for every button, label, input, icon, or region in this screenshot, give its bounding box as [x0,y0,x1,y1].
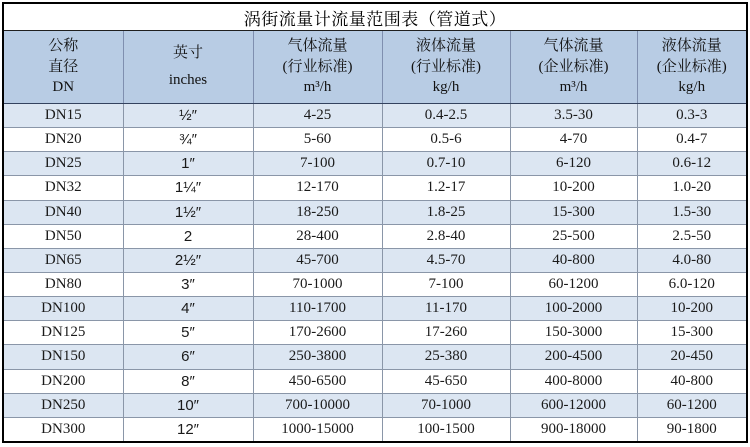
flow-range-table-frame [2,2,748,443]
dn-cell: DN32 [4,176,123,200]
dn-cell: DN250 [4,393,123,417]
gas-industry-cell: 170-2600 [253,321,382,345]
gas-enterprise-cell: 6-120 [510,152,637,176]
inches-cell: 12″ [123,417,253,441]
dn-cell: DN200 [4,369,123,393]
gas-enterprise-cell: 4-70 [510,128,637,152]
inches-cell: 3″ [123,272,253,296]
inches-cell: 10″ [123,393,253,417]
column-header-liquid-flow-enterprise [637,31,746,104]
header-line: 气体流量 [543,37,604,54]
gas-enterprise-cell: 25-500 [510,224,637,248]
dn-cell: DN80 [4,272,123,296]
liquid-enterprise-cell: 60-1200 [637,393,746,417]
table-row [4,417,746,441]
liquid-industry-cell: 2.8-40 [382,224,510,248]
gas-enterprise-cell: 150-3000 [510,321,637,345]
column-header-gas-flow-enterprise [510,31,637,104]
gas-industry-cell: 4-25 [253,104,382,128]
header-line: kg/h [678,79,706,96]
inches-cell: 1½″ [123,200,253,224]
flow-range-table [4,31,746,441]
table-row [4,104,746,128]
header-line: m³/h [559,79,588,96]
table-row [4,224,746,248]
dn-cell: DN300 [4,417,123,441]
liquid-industry-cell: 0.7-10 [382,152,510,176]
header-line: DN [52,79,75,96]
liquid-industry-cell: 100-1500 [382,417,510,441]
inches-cell: 1¼″ [123,176,253,200]
header-line: 液体流量 [415,37,476,54]
inches-cell: 1″ [123,152,253,176]
header-line: 液体流量 [661,37,722,54]
header-line: (行业标准) [411,58,481,75]
table-body [4,104,746,442]
dn-cell: DN125 [4,321,123,345]
liquid-enterprise-cell: 20-450 [637,345,746,369]
gas-enterprise-cell: 60-1200 [510,272,637,296]
gas-industry-cell: 250-3800 [253,345,382,369]
column-header-liquid-flow-industry [382,31,510,104]
liquid-industry-cell: 25-380 [382,345,510,369]
header-line: (行业标准) [282,58,353,75]
header-line: 气体流量 [287,37,348,54]
liquid-industry-cell: 0.5-6 [382,128,510,152]
liquid-enterprise-cell: 90-1800 [637,417,746,441]
header-line: m³/h [303,79,332,96]
column-header-inches [123,31,253,104]
dn-cell: DN50 [4,224,123,248]
header-line: kg/h [432,79,460,96]
liquid-industry-cell: 70-1000 [382,393,510,417]
inches-cell: 2 [123,224,253,248]
gas-enterprise-cell: 40-800 [510,248,637,272]
gas-industry-cell: 450-6500 [253,369,382,393]
gas-enterprise-cell: 100-2000 [510,297,637,321]
liquid-enterprise-cell: 6.0-120 [637,272,746,296]
column-header-nominal-diameter [4,31,123,104]
gas-enterprise-cell: 10-200 [510,176,637,200]
inches-cell: ½″ [123,104,253,128]
inches-cell: 8″ [123,369,253,393]
gas-enterprise-cell: 3.5-30 [510,104,637,128]
column-header-gas-flow-industry [253,31,382,104]
liquid-industry-cell: 1.8-25 [382,200,510,224]
header-line: 英寸 [172,44,203,61]
liquid-industry-cell: 1.2-17 [382,176,510,200]
dn-cell: DN20 [4,128,123,152]
gas-industry-cell: 110-1700 [253,297,382,321]
gas-industry-cell: 7-100 [253,152,382,176]
table-row [4,248,746,272]
table-row [4,321,746,345]
gas-enterprise-cell: 15-300 [510,200,637,224]
gas-industry-cell: 28-400 [253,224,382,248]
liquid-industry-cell: 0.4-2.5 [382,104,510,128]
table-row [4,297,746,321]
table-row [4,152,746,176]
liquid-enterprise-cell: 10-200 [637,297,746,321]
dn-cell: DN15 [4,104,123,128]
dn-cell: DN150 [4,345,123,369]
gas-enterprise-cell: 600-12000 [510,393,637,417]
gas-enterprise-cell: 400-8000 [510,369,637,393]
gas-industry-cell: 5-60 [253,128,382,152]
table-row [4,128,746,152]
table-row [4,200,746,224]
dn-cell: DN40 [4,200,123,224]
liquid-industry-cell: 45-650 [382,369,510,393]
header-line: 直径 [48,58,79,75]
liquid-industry-cell: 7-100 [382,272,510,296]
table-header-row [4,31,746,104]
gas-industry-cell: 700-10000 [253,393,382,417]
dn-cell: DN100 [4,297,123,321]
gas-enterprise-cell: 200-4500 [510,345,637,369]
inches-cell: 4″ [123,297,253,321]
liquid-enterprise-cell: 1.5-30 [637,200,746,224]
liquid-industry-cell: 11-170 [382,297,510,321]
liquid-enterprise-cell: 1.0-20 [637,176,746,200]
gas-industry-cell: 18-250 [253,200,382,224]
header-line: inches [168,72,208,89]
gas-industry-cell: 1000-15000 [253,417,382,441]
liquid-industry-cell: 4.5-70 [382,248,510,272]
dn-cell: DN65 [4,248,123,272]
table-row [4,345,746,369]
gas-industry-cell: 45-700 [253,248,382,272]
gas-industry-cell: 70-1000 [253,272,382,296]
table-row [4,176,746,200]
page-title: 涡街流量计流量范围表（管道式） [4,4,746,31]
header-line: (企业标准) [538,58,609,75]
liquid-industry-cell: 17-260 [382,321,510,345]
liquid-enterprise-cell: 2.5-50 [637,224,746,248]
gas-enterprise-cell: 900-18000 [510,417,637,441]
inches-cell: 6″ [123,345,253,369]
liquid-enterprise-cell: 15-300 [637,321,746,345]
table-row [4,393,746,417]
liquid-enterprise-cell: 0.6-12 [637,152,746,176]
table-row [4,369,746,393]
liquid-enterprise-cell: 40-800 [637,369,746,393]
inches-cell: 5″ [123,321,253,345]
liquid-enterprise-cell: 0.4-7 [637,128,746,152]
inches-cell: 2½″ [123,248,253,272]
inches-cell: ¾″ [123,128,253,152]
table-row [4,272,746,296]
header-line: (企业标准) [656,58,727,75]
header-row [4,31,746,104]
liquid-enterprise-cell: 0.3-3 [637,104,746,128]
liquid-enterprise-cell: 4.0-80 [637,248,746,272]
gas-industry-cell: 12-170 [253,176,382,200]
dn-cell: DN25 [4,152,123,176]
header-line: 公称 [48,37,79,54]
